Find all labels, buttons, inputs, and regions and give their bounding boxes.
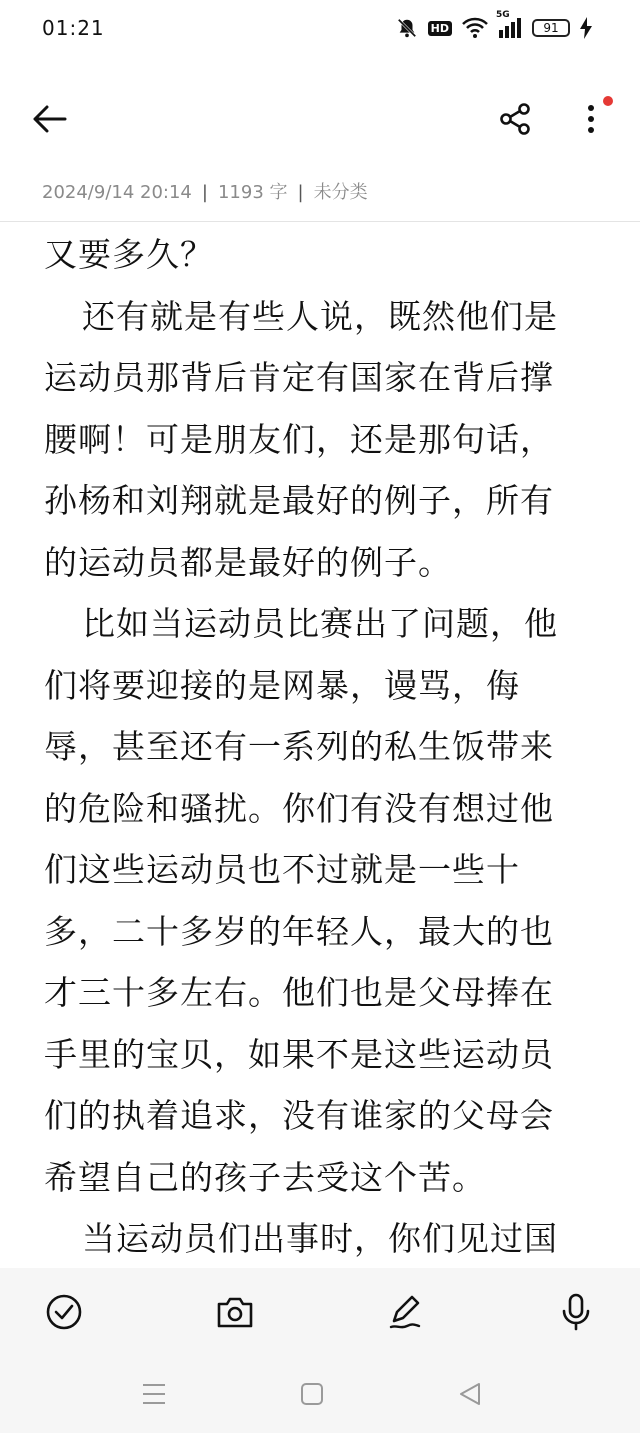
back-button[interactable] xyxy=(26,98,72,144)
charging-bolt-icon xyxy=(580,17,592,39)
back-arrow-icon xyxy=(31,104,67,138)
checklist-button[interactable] xyxy=(42,1292,86,1336)
system-nav-bar xyxy=(0,1360,640,1433)
checklist-icon xyxy=(45,1293,83,1335)
share-icon xyxy=(498,102,532,140)
editor-toolbar xyxy=(0,1268,640,1360)
note-body[interactable] xyxy=(44,224,584,1268)
back-nav-button[interactable] xyxy=(450,1378,490,1414)
paragraph: 比如当运动员比赛出了问题，他们将要迎接的是网暴，谩骂，侮辱，甚至还有一系列的私生饭带来的危险和骚扰。你们有没有想过他们这些运动员也不过就是一些十多，二十多岁的年轻人，最大的也才三十多左右。他们也是父母捧在手里的宝贝，如果不是这些运动员们的执着追求，没有谁家的父母会希望自己的孩子去受这个苦。 xyxy=(44,604,558,1197)
status-bar xyxy=(0,0,640,58)
recent-apps-button[interactable] xyxy=(134,1378,174,1414)
camera-icon xyxy=(216,1295,254,1333)
paragraph: 还有就是有些人说，既然他们是运动员那背后肯定有国家在背后撑腰啊！可是朋友们，还是那句话，孙杨和刘翔就是最好的例子，所有的运动员都是最好的例子。 xyxy=(44,296,558,582)
network-type: 5G xyxy=(496,10,510,20)
mute-bell-icon xyxy=(396,17,418,39)
word-count: 1193 字 xyxy=(217,182,288,203)
paragraph: 当运动员们出事时，你们见过国 xyxy=(82,1219,558,1258)
hd-badge: HD xyxy=(428,21,452,36)
camera-button[interactable] xyxy=(213,1292,257,1336)
paragraph: 又要多久？ xyxy=(44,235,214,274)
note-date: 2024/9/14 20:14 xyxy=(42,182,192,203)
recent-apps-icon xyxy=(142,1383,166,1409)
battery-indicator xyxy=(532,19,570,37)
notification-dot xyxy=(603,96,613,106)
meta-divider xyxy=(0,221,640,222)
status-time: 01:21 xyxy=(42,16,105,40)
share-button[interactable] xyxy=(492,98,538,144)
wifi-icon xyxy=(462,17,488,39)
note-meta xyxy=(42,178,368,204)
draw-button[interactable] xyxy=(383,1292,427,1336)
meta-separator: | xyxy=(297,182,304,203)
meta-separator: | xyxy=(201,182,208,203)
voice-input-button[interactable] xyxy=(554,1292,598,1336)
pen-icon xyxy=(386,1293,424,1335)
back-nav-icon xyxy=(459,1382,481,1410)
more-vertical-icon xyxy=(587,104,595,138)
home-icon xyxy=(301,1383,323,1409)
cell-signal-icon xyxy=(496,10,522,38)
status-icons xyxy=(396,10,592,42)
battery-level: 91 xyxy=(543,21,559,35)
note-category[interactable]: 未分类 xyxy=(313,182,368,203)
app-bar xyxy=(0,80,640,160)
microphone-icon xyxy=(559,1293,593,1335)
home-button[interactable] xyxy=(292,1378,332,1414)
